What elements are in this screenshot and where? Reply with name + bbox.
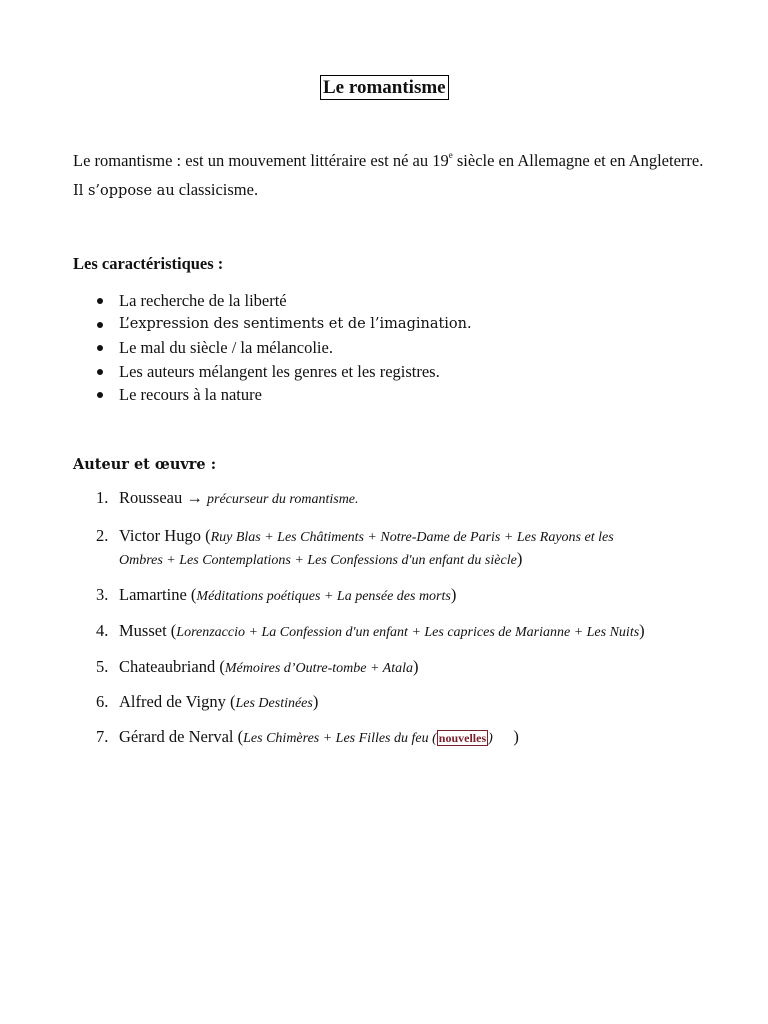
intro-paragraph bbox=[73, 146, 713, 206]
list-item-text: L’expression des sentiments et de l’imagination. bbox=[119, 315, 472, 332]
list-item bbox=[96, 487, 736, 510]
list-item bbox=[97, 289, 472, 313]
author-name: Chateaubriand ( bbox=[119, 657, 225, 676]
author-works: Méditations poétiques + La pensée des morts bbox=[196, 589, 451, 604]
list-item-text: Le mal du siècle / la mélancolie. bbox=[119, 338, 333, 357]
list-number: 6. bbox=[96, 692, 109, 711]
author-name: Musset ( bbox=[119, 621, 177, 640]
list-item-text: La recherche de la liberté bbox=[119, 291, 287, 310]
author-works: Lorenzaccio + La Confession d'un enfant + Les caprices de Marianne + Les Nuits bbox=[176, 625, 640, 640]
close-paren: ) bbox=[639, 621, 645, 640]
list-item-text: Les auteurs mélangent les genres et les registres. bbox=[119, 361, 440, 381]
list-number: 5. bbox=[96, 657, 109, 676]
list-item bbox=[96, 726, 736, 749]
intro-text-alt: Il s’oppose au bbox=[73, 183, 175, 199]
note-badge: nouvelles bbox=[438, 731, 487, 745]
intro-text-1: Le romantisme : est un mouvement littéraire est né au 19 bbox=[73, 151, 449, 170]
list-item bbox=[97, 336, 472, 360]
list-item-text: Le recours à la nature bbox=[119, 385, 262, 404]
list-number: 3. bbox=[96, 585, 109, 604]
list-item bbox=[97, 313, 472, 337]
author-works: Les Destinées bbox=[235, 696, 313, 711]
list-item bbox=[96, 620, 736, 643]
author-name: Alfred de Vigny ( bbox=[119, 692, 236, 711]
author-name: Lamartine ( bbox=[119, 585, 197, 604]
author-name: Rousseau → bbox=[119, 488, 207, 507]
author-name: Victor Hugo ( bbox=[119, 526, 211, 545]
bullet-icon bbox=[97, 322, 103, 328]
list-item bbox=[96, 584, 736, 607]
works-heading: Auteur et œuvre : bbox=[73, 456, 217, 473]
list-item bbox=[97, 383, 472, 407]
page-title: Le romantisme bbox=[320, 75, 449, 100]
author-works: Les Chimères + Les Filles du feu ( bbox=[243, 731, 437, 746]
author-works: Mémoires d’Outre-tombe + Atala bbox=[224, 661, 414, 676]
list-item bbox=[97, 360, 472, 384]
close-paren: ) bbox=[413, 657, 419, 676]
author-works-continuation bbox=[119, 548, 736, 571]
list-item bbox=[96, 691, 736, 714]
author-works-line2: Ombres + Les Contemplations + Les Confessions d'un enfant du siècle bbox=[119, 553, 517, 568]
bullet-icon bbox=[97, 298, 103, 304]
list-number: 7. bbox=[96, 727, 109, 746]
bullet-icon bbox=[97, 345, 103, 351]
close-paren: ) bbox=[450, 585, 457, 604]
close-paren: ) bbox=[312, 692, 319, 711]
bullet-icon bbox=[97, 369, 103, 375]
author-works: précurseur du romantisme. bbox=[207, 492, 359, 507]
intro-superscript: e bbox=[448, 150, 453, 160]
close-paren: ) bbox=[492, 727, 519, 746]
note-close-paren: ) bbox=[488, 731, 493, 746]
characteristics-list bbox=[97, 289, 472, 407]
author-works: Ruy Blas + Les Châtiments + Notre-Dame de Paris + Les Rayons et les bbox=[210, 530, 614, 545]
bullet-icon bbox=[97, 392, 103, 398]
list-number: 4. bbox=[96, 621, 109, 640]
author-name: Gérard de Nerval ( bbox=[119, 727, 244, 746]
characteristics-heading: Les caractéristiques : bbox=[73, 254, 224, 273]
list-item bbox=[96, 656, 736, 679]
close-paren: ) bbox=[516, 549, 523, 568]
list-number: 2. bbox=[96, 526, 109, 545]
list-item bbox=[96, 525, 736, 571]
list-number: 1. bbox=[96, 488, 109, 507]
intro-text-3: classicisme. bbox=[174, 180, 259, 199]
intro-text-2: siècle en Allemagne et en Angleterre. bbox=[452, 151, 704, 170]
works-list bbox=[96, 487, 736, 749]
